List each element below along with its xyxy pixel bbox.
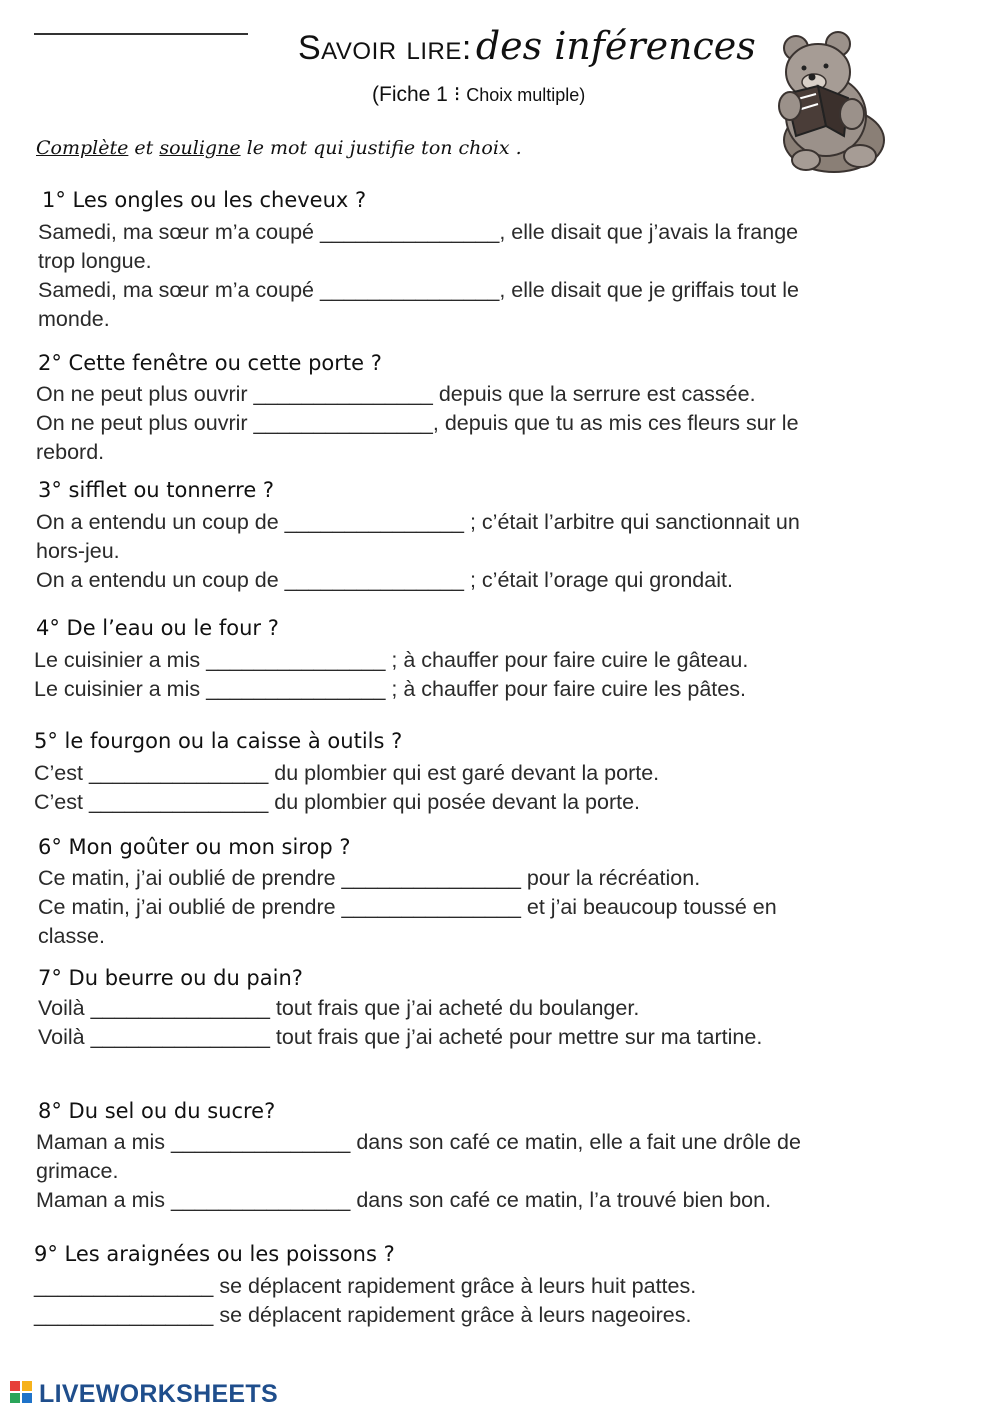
- question-2-title: 2° Cette fenêtre ou cette porte ?: [38, 351, 382, 375]
- question-4-title: 4° De l’eau ou le four ?: [36, 616, 279, 640]
- question-9-line-1[interactable]: _______________ se déplacent rapidement grâce à leurs huit pattes.: [34, 1274, 697, 1298]
- question-8-title: 8° Du sel ou du sucre?: [38, 1099, 276, 1123]
- reading-bear-icon: [768, 28, 892, 174]
- title-script: des inférences: [475, 24, 756, 68]
- question-8-line-1[interactable]: Maman a mis _______________ dans son café ce matin, elle a fait une drôle de: [36, 1130, 801, 1154]
- question-1-line-1[interactable]: Samedi, ma sœur m’a coupé _______________, elle disait que j’avais la frange: [38, 220, 799, 244]
- question-1-line-4: monde.: [38, 307, 110, 331]
- question-5-line-2[interactable]: C’est _______________ du plombier qui posée devant la porte.: [34, 790, 641, 814]
- question-2-line-2[interactable]: On ne peut plus ouvrir _______________, depuis que tu as mis ces fleurs sur le: [36, 411, 799, 435]
- question-5-title: 5° le fourgon ou la caisse à outils ?: [34, 729, 403, 753]
- question-3-title: 3° sifflet ou tonnerre ?: [38, 478, 275, 502]
- footer-brand[interactable]: [10, 1380, 278, 1410]
- question-7-title: 7° Du beurre ou du pain?: [38, 966, 303, 990]
- question-9-title: 9° Les araignées ou les poissons ?: [34, 1242, 395, 1266]
- instruction-and: et: [134, 137, 154, 159]
- title-caps: Savoir lire:: [298, 29, 472, 67]
- subtitle-separator: ⁝: [453, 83, 461, 106]
- question-6-line-2[interactable]: Ce matin, j’ai oublié de prendre _______________ et j’ai beaucoup toussé en: [38, 895, 777, 919]
- liveworksheets-logo-icon: [10, 1381, 32, 1408]
- instruction-word-souligne: souligne: [159, 137, 241, 159]
- footer-brand-text: LIVEWORKSHEETS: [39, 1380, 278, 1408]
- question-9-line-2[interactable]: _______________ se déplacent rapidement grâce à leurs nageoires.: [34, 1303, 692, 1327]
- subtitle-prefix: (Fiche 1: [372, 83, 448, 106]
- question-8-line-2: grimace.: [36, 1159, 119, 1183]
- question-2-line-3: rebord.: [36, 440, 105, 464]
- question-4-line-2[interactable]: Le cuisinier a mis _______________ ; à chauffer pour faire cuire les pâtes.: [34, 677, 746, 701]
- question-6-title: 6° Mon goûter ou mon sirop ?: [38, 835, 351, 859]
- question-4-line-1[interactable]: Le cuisinier a mis _______________ ; à chauffer pour faire cuire le gâteau.: [34, 648, 749, 672]
- question-2-line-1[interactable]: On ne peut plus ouvrir _______________ depuis que la serrure est cassée.: [36, 382, 756, 406]
- question-1-line-3[interactable]: Samedi, ma sœur m’a coupé _______________, elle disait que je griffais tout le: [38, 278, 799, 302]
- question-7-line-1[interactable]: Voilà _______________ tout frais que j’ai acheté du boulanger.: [38, 996, 640, 1020]
- question-3-line-1[interactable]: On a entendu un coup de _______________ ; c’était l’arbitre qui sanctionnait un: [36, 510, 800, 534]
- subtitle-rest: Choix multiple): [466, 85, 586, 105]
- question-6-line-1[interactable]: Ce matin, j’ai oublié de prendre _______________ pour la récréation.: [38, 866, 701, 890]
- name-line: [34, 33, 248, 35]
- question-8-line-3[interactable]: Maman a mis _______________ dans son café ce matin, l’a trouvé bien bon.: [36, 1188, 772, 1212]
- question-1-line-2: trop longue.: [38, 249, 152, 273]
- question-1-title: 1° Les ongles ou les cheveux ?: [42, 188, 367, 212]
- instruction-rest: le mot qui justifie ton choix .: [246, 137, 522, 159]
- question-3-line-2: hors-jeu.: [36, 539, 120, 563]
- instruction-word-complete: Complète: [36, 137, 129, 159]
- question-5-line-1[interactable]: C’est _______________ du plombier qui est garé devant la porte.: [34, 761, 660, 785]
- page-title: [298, 24, 756, 80]
- subtitle: [372, 82, 585, 107]
- instruction: [36, 137, 522, 159]
- question-7-line-2[interactable]: Voilà _______________ tout frais que j’ai acheté pour mettre sur ma tartine.: [38, 1025, 763, 1049]
- question-6-line-3: classe.: [38, 924, 105, 948]
- question-3-line-3[interactable]: On a entendu un coup de _______________ ; c’était l’orage qui grondait.: [36, 568, 733, 592]
